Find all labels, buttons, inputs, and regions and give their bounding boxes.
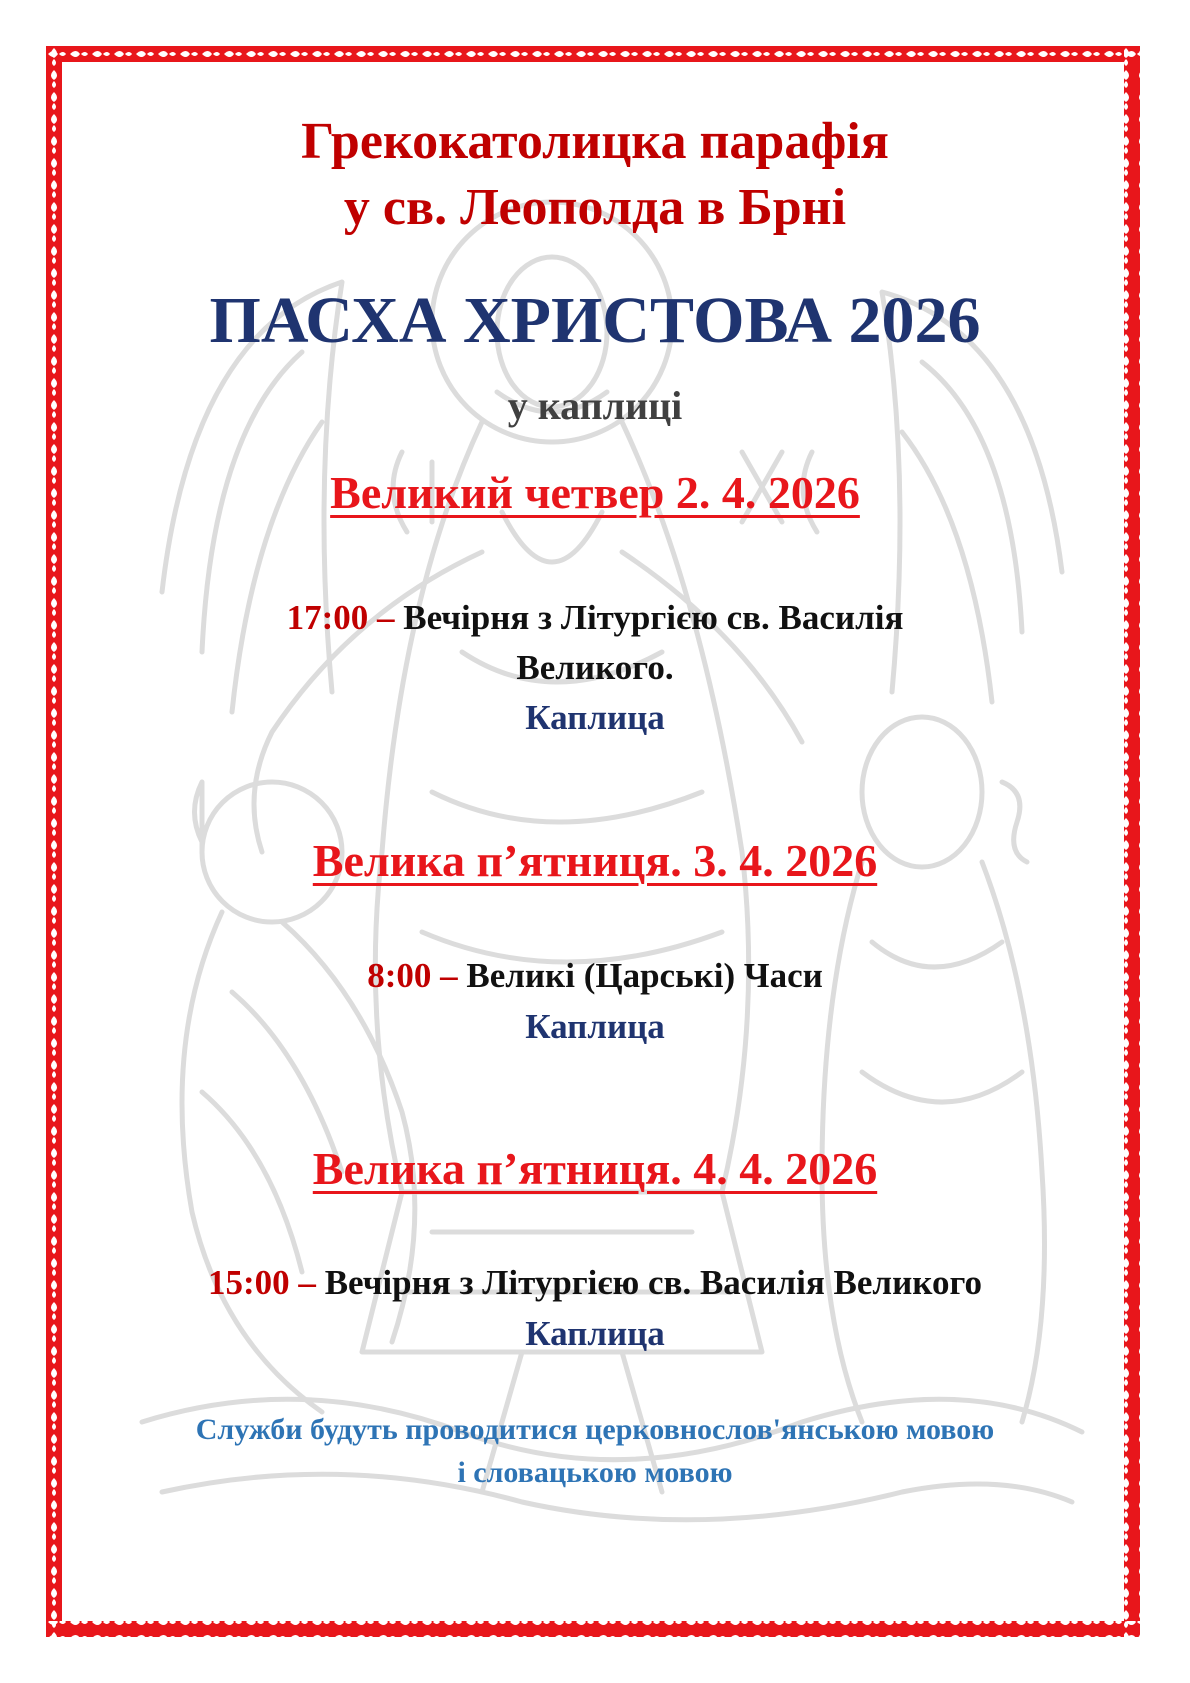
service-entry	[0, 1263, 1190, 1303]
service-place: Каплица	[525, 1314, 665, 1353]
service-description-continued: Великого.	[516, 648, 674, 687]
language-note-line2: і словацькою мовою	[457, 1456, 733, 1489]
service-entry	[0, 956, 1190, 996]
service-description: Великі (Царські) Часи	[466, 956, 823, 995]
day-heading-friday: Велика п’ятниця. 3. 4. 2026	[312, 835, 878, 886]
day-heading-thursday: Великий четвер 2. 4. 2026	[330, 467, 860, 518]
service-description: Вечірня з Літургією св. Василія Великого	[324, 1263, 982, 1302]
service-time: 8:00 –	[367, 956, 467, 995]
service-entry	[0, 598, 1190, 638]
service-time: 15:00 –	[208, 1263, 325, 1302]
page-title: ПАСХА ХРИСТОВА 2026	[209, 284, 981, 357]
service-place: Каплица	[525, 698, 665, 737]
language-note-line1: Служби будуть проводитися церковнослов'янською мовою	[195, 1413, 995, 1446]
service-description: Вечірня з Літургією св. Василія	[403, 598, 904, 637]
day-heading-saturday: Велика п’ятниця. 4. 4. 2026	[312, 1143, 878, 1194]
service-place: Каплица	[525, 1007, 665, 1046]
parish-name-line1: Грекокатолицка парафія	[301, 113, 889, 170]
service-time: 17:00 –	[286, 598, 404, 637]
parish-name-line2: у св. Леополда в Брні	[343, 179, 847, 236]
page-subtitle: у каплиці	[507, 383, 683, 428]
